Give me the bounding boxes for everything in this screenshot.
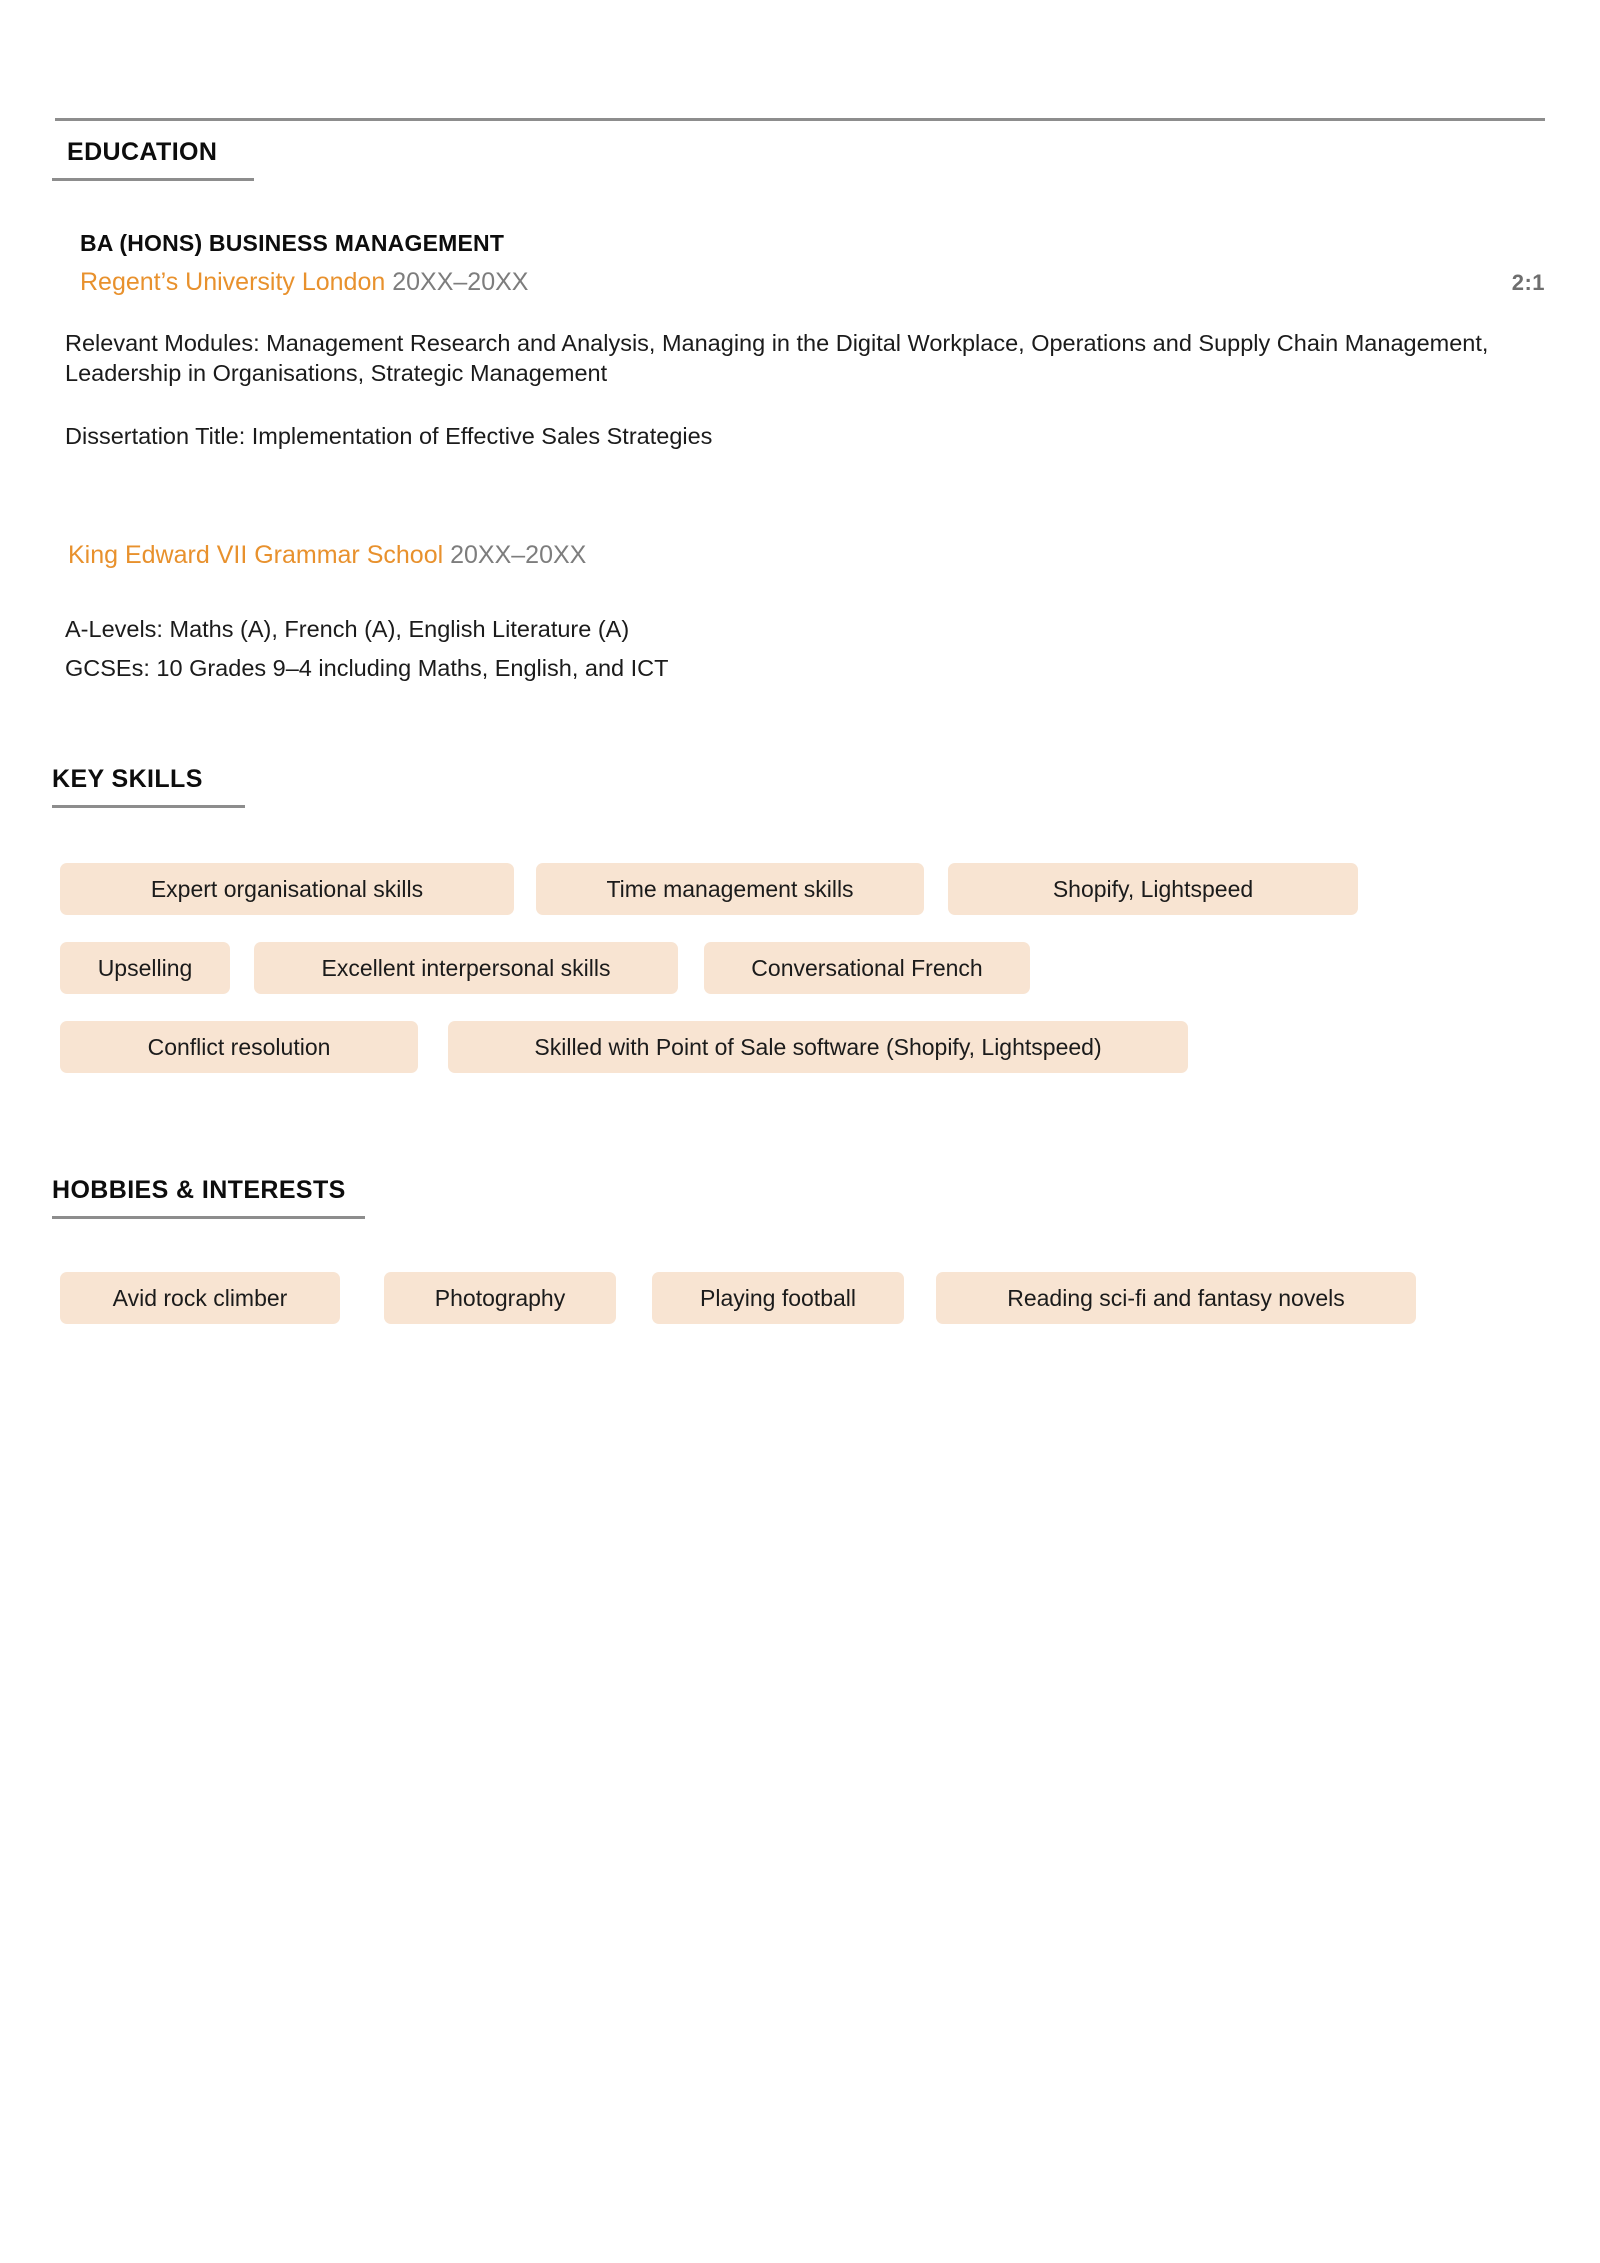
skill-chip[interactable]: Shopify, Lightspeed — [948, 863, 1358, 915]
hobbies-interests-heading-underline — [52, 1216, 365, 1219]
hobbies-chip-list — [0, 1272, 1600, 1324]
institution-dates-2: 20XX–20XX — [450, 541, 587, 569]
education-entry-2 — [0, 543, 1600, 568]
institution-line-1 — [0, 270, 1600, 295]
key-skills-chip-row — [60, 942, 1600, 994]
key-skills-chip-row — [60, 1021, 1600, 1073]
education-section — [0, 140, 1600, 181]
education-heading-underline — [52, 178, 254, 181]
skill-chip[interactable]: Skilled with Point of Sale software (Shopify, Lightspeed) — [448, 1021, 1188, 1073]
skill-chip[interactable]: Conflict resolution — [60, 1021, 418, 1073]
hobby-chip[interactable]: Reading sci-fi and fantasy novels — [936, 1272, 1416, 1324]
relevant-modules-text: Relevant Modules: Management Research and Analysis, Managing in the Digital Workplace, Operations and Supply Chain Management, Leadership in Organisations, Strategic Management — [65, 330, 1489, 387]
hobby-chip[interactable]: Playing football — [652, 1272, 904, 1324]
key-skills-chip-list — [0, 863, 1600, 1073]
institution-name-1: Regent’s University London — [80, 268, 386, 296]
education-heading: EDUCATION — [67, 138, 218, 166]
a-levels-text: A-Levels: Maths (A), French (A), English Literature (A) — [65, 616, 630, 642]
dissertation-title-text: Dissertation Title: Implementation of Effective Sales Strategies — [65, 423, 713, 450]
key-skills-heading-underline — [52, 805, 245, 808]
skill-chip[interactable]: Expert organisational skills — [60, 863, 514, 915]
hobbies-interests-heading: HOBBIES & INTERESTS — [52, 1176, 346, 1204]
degree-title-1: BA (HONS) BUSINESS MANAGEMENT — [80, 230, 505, 256]
hobbies-interests-section — [0, 1178, 1600, 1219]
gcses-text: GCSEs: 10 Grades 9–4 including Maths, English, and ICT — [65, 655, 669, 682]
top-divider-rule — [55, 118, 1545, 121]
key-skills-heading: KEY SKILLS — [52, 765, 203, 793]
skill-chip[interactable]: Upselling — [60, 942, 230, 994]
key-skills-chip-row — [60, 863, 1600, 915]
skill-chip[interactable]: Time management skills — [536, 863, 924, 915]
key-skills-section — [0, 767, 1600, 808]
institution-line-2 — [0, 543, 1600, 568]
education-details-1 — [0, 328, 1600, 451]
education-entry-1 — [0, 232, 1600, 295]
education-details-2 — [0, 615, 1600, 684]
hobbies-chip-row — [60, 1272, 1600, 1324]
skill-chip[interactable]: Excellent interpersonal skills — [254, 942, 678, 994]
hobby-chip[interactable]: Avid rock climber — [60, 1272, 340, 1324]
hobby-chip[interactable]: Photography — [384, 1272, 616, 1324]
degree-grade-1: 2:1 — [1511, 270, 1545, 295]
institution-dates-1: 20XX–20XX — [392, 268, 529, 296]
institution-name-2: King Edward VII Grammar School — [68, 541, 444, 569]
skill-chip[interactable]: Conversational French — [704, 942, 1030, 994]
